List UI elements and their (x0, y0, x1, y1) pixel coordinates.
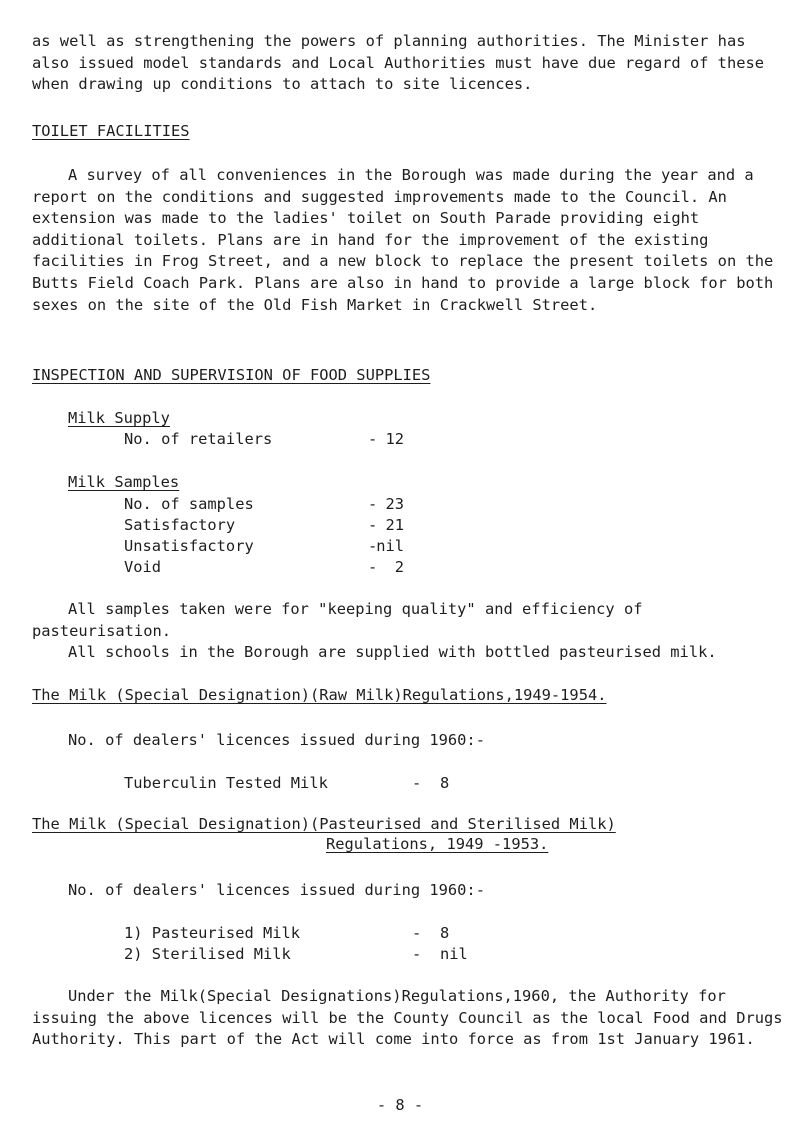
row-label: No. of samples (124, 495, 254, 513)
milk-supply-title: Milk Supply (68, 409, 170, 427)
milk-samples-title: Milk Samples (68, 473, 180, 491)
row-label: Unsatisfactory (124, 537, 254, 555)
pasteurised-licences-line: No. of dealers' licences issued during 1960:- (68, 881, 485, 899)
table-row (124, 943, 624, 965)
table-row (124, 514, 404, 536)
table-row (124, 772, 624, 794)
row-value: nil (376, 537, 404, 555)
food-supplies-heading: INSPECTION AND SUPERVISION OF FOOD SUPPLIES (32, 366, 431, 384)
row-dash: - (412, 774, 422, 792)
pasteurised-regulations-heading-line2: Regulations, 1949 -1953. (326, 835, 549, 853)
raw-milk-regulations-heading: The Milk (Special Designation)(Raw Milk)Regulations,1949-1954. (32, 686, 607, 704)
row-value: 21 (385, 516, 404, 534)
closing-paragraph: Under the Milk(Special Designations)Regulations,1960, the Authority for issuing the above licences will be the County Council as the local Food and Drugs Authority. This part of the Act will come into force as from 1st January 1961. (32, 987, 783, 1049)
row-label: No. of retailers (124, 430, 273, 448)
samples-paragraph: All samples taken were for "keeping quality" and efficiency of pasteurisation. (32, 600, 643, 640)
row-value: nil (440, 945, 468, 963)
raw-milk-licences-line: No. of dealers' licences issued during 1960:- (68, 731, 485, 749)
toilet-facilities-paragraph: A survey of all conveniences in the Borough was made during the year and a report on the conditions and suggested improvements made to the Council. An extension was made to the ladies' toilet on South Parade providing eight additional toilets. Plans are in hand for the improvement of the existing facilities in Frog Street, and a new block to replace the present toilets on the Butts Field Coach Park. Plans are also in hand to provide a large block for both sexes on the site of the Old Fish Market in Crackwell Street. (32, 166, 774, 314)
row-label: 1) Pasteurised Milk (124, 924, 301, 942)
row-label: Tuberculin Tested Milk (124, 774, 328, 792)
row-dash: - (368, 558, 378, 576)
row-dash: - (412, 945, 422, 963)
row-dash: - (368, 495, 378, 513)
row-value: 2 (394, 558, 404, 576)
schools-paragraph: All schools in the Borough are supplied with bottled pasteurised milk. (68, 643, 717, 661)
row-dash: - (412, 924, 422, 942)
table-row (124, 428, 404, 450)
row-value: 12 (385, 430, 404, 448)
table-row (124, 493, 404, 515)
table-row (124, 535, 404, 557)
page-number: - 8 - (376, 1096, 424, 1114)
row-value: 23 (385, 495, 404, 513)
row-label: Void (124, 558, 162, 576)
row-dash: - (368, 537, 378, 555)
pasteurised-regulations-heading-line1: The Milk (Special Designation)(Pasteurised and Sterilised Milk) (32, 815, 616, 833)
table-row (124, 556, 404, 578)
row-value: 8 (440, 774, 450, 792)
row-label: 2) Sterilised Milk (124, 945, 291, 963)
row-value: 8 (440, 924, 450, 942)
toilet-facilities-heading: TOILET FACILITIES (32, 122, 190, 140)
intro-paragraph: as well as strengthening the powers of planning authorities. The Minister has also issued model standards and Local Authorities must have due regard of these when drawing up conditions to attach to site licences. (32, 32, 765, 94)
row-label: Satisfactory (124, 516, 236, 534)
row-dash: - (368, 516, 378, 534)
row-dash: - (368, 430, 378, 448)
table-row (124, 922, 624, 944)
